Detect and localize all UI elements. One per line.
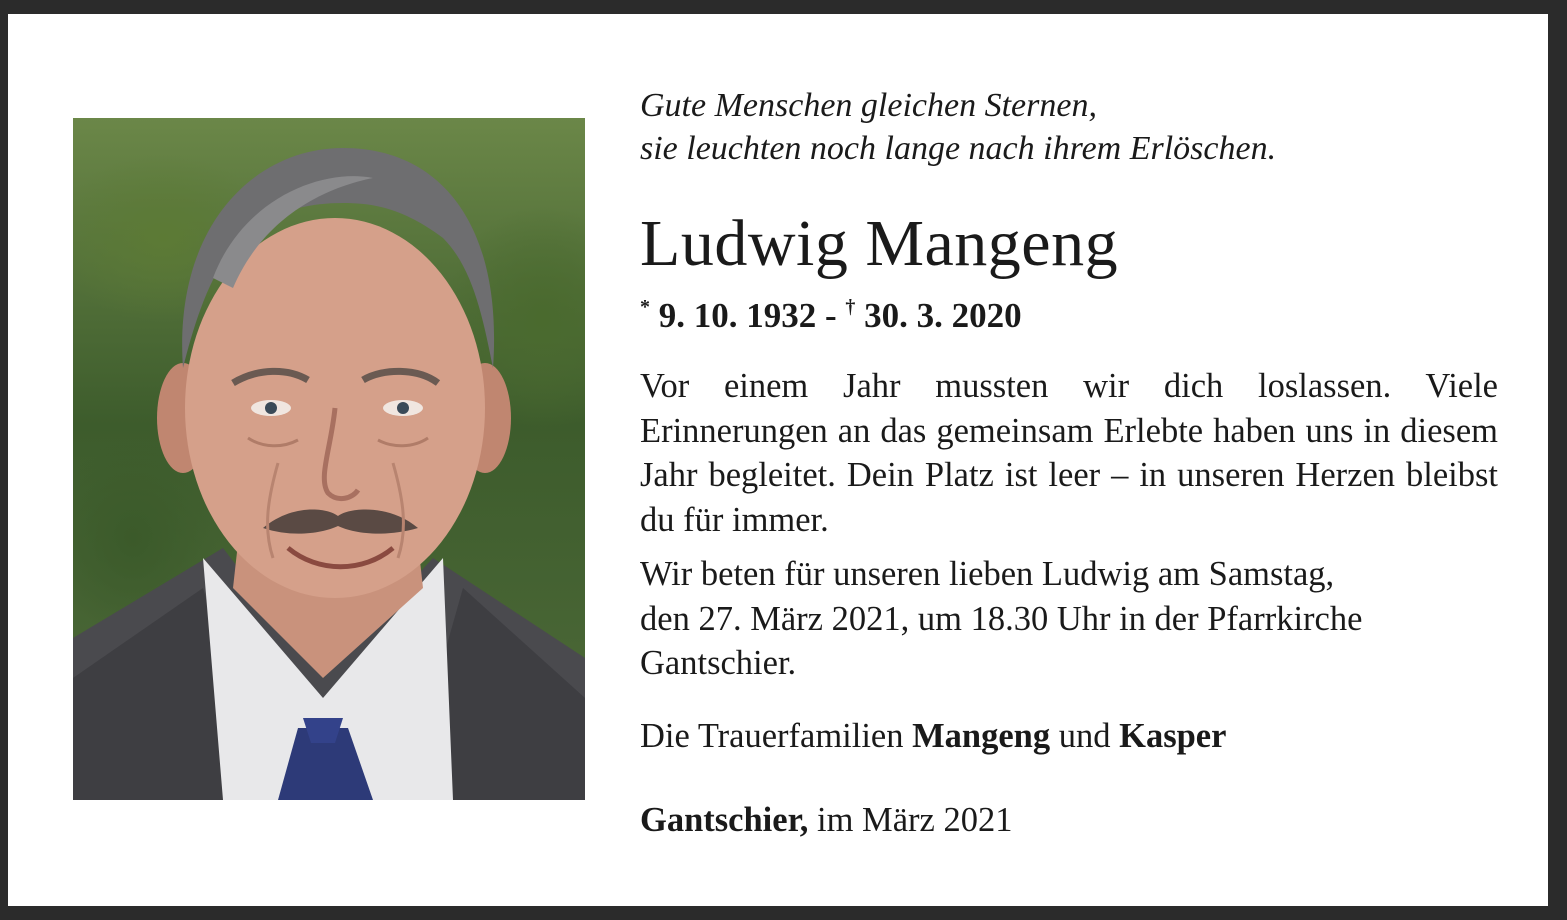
prayer-line-3: Gantschier. [640,644,797,682]
verse-line-2: sie leuchten noch lange nach ihrem Erlöschen. [640,130,1277,167]
death-date: 30. 3. 2020 [864,296,1022,335]
mourning-families [640,714,1226,758]
death-symbol: † [845,296,856,318]
family-name-1: Mangeng [912,717,1051,755]
prayer-line-2: den 27. März 2021, um 18.30 Uhr in der Pfarrkirche [640,599,1363,638]
family-conjunction: und [1050,717,1120,755]
prayer-line-1: Wir beten für unseren lieben Ludwig am Samstag, [640,555,1335,593]
life-dates [640,286,1022,337]
birth-symbol: * [640,296,650,318]
family-prefix: Die Trauerfamilien [640,717,913,755]
place-and-date [640,798,1012,842]
birth-date: 9. 10. 1932 [658,296,817,335]
obituary-card [8,14,1548,906]
family-name-2: Kasper [1119,717,1227,755]
portrait-illustration [73,118,585,800]
remembrance-paragraph: Vor einem Jahr mussten wir dich loslassen. Viele Erinnerungen an das gemeinsam Erlebte haben uns in diesem Jahr begleitet. Dein Platz ist leer – in unseren Herzen bleibst du für immer. [640,367,1498,539]
date-separator: - [816,296,846,335]
deceased-name: Ludwig Mangeng [640,207,1119,280]
signoff-date: im März 2021 [808,801,1013,839]
memorial-verse [640,84,1276,170]
verse-line-1: Gute Menschen gleichen Sternen, [640,87,1097,124]
prayer-paragraph [640,552,1498,686]
signoff-place: Gantschier, [640,801,809,839]
portrait-photo [73,118,585,800]
